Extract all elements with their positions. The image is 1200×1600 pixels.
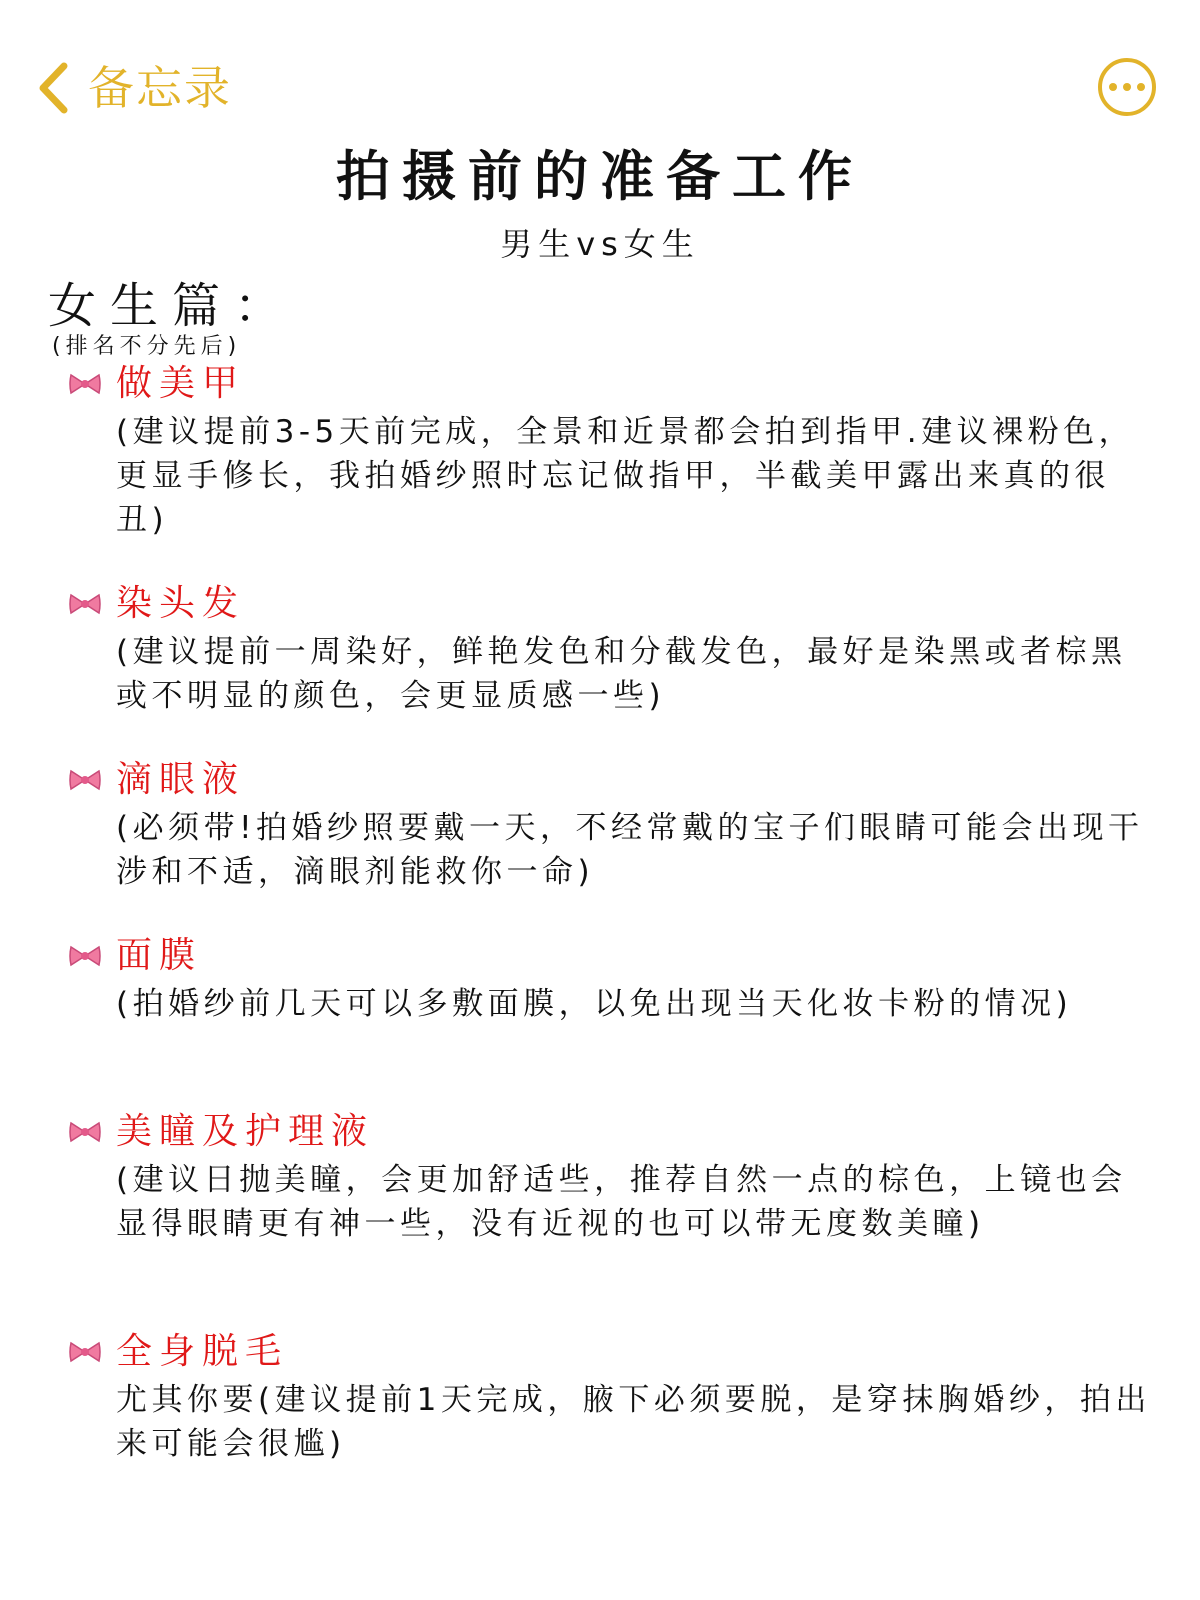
- list-item: [68, 930, 1148, 1026]
- item-description: (建议提前一周染好，鲜艳发色和分截发色，最好是染黑或者棕黑或不明显的颜色，会更显质感一些): [116, 634, 1127, 714]
- note-subtitle: 男生vs女生: [500, 225, 700, 263]
- section-note: (排名不分先后): [52, 334, 242, 359]
- item-title: 做美甲: [116, 363, 246, 404]
- list-item: [68, 358, 1148, 542]
- item-title: 全身脱毛: [116, 1331, 289, 1372]
- list-item: [68, 1106, 1148, 1246]
- item-description: (建议日抛美瞳，会更加舒适些，推荐自然一点的棕色，上镜也会显得眼睛更有神一些，没有近视的也可以带无度数美瞳): [116, 1162, 1127, 1242]
- note-title: 拍摄前的准备工作: [336, 145, 864, 208]
- item-title: 面膜: [116, 935, 203, 976]
- ribbon-bow-icon: [68, 1120, 102, 1144]
- ribbon-bow-icon: [68, 372, 102, 396]
- item-description: (必须带!拍婚纱照要戴一天，不经常戴的宝子们眼睛可能会出现干涉和不适，滴眼剂能救你一命): [116, 810, 1144, 890]
- item-title: 滴眼液: [116, 759, 246, 800]
- list-item: [68, 1326, 1151, 1466]
- ribbon-bow-icon: [68, 592, 102, 616]
- ribbon-bow-icon: [68, 768, 102, 792]
- list-item: [68, 754, 1148, 894]
- ribbon-bow-icon: [68, 944, 102, 968]
- item-description: (拍婚纱前几天可以多敷面膜，以免出现当天化妆卡粉的情况): [116, 986, 1073, 1022]
- item-description: (建议提前3-5天前完成，全景和近景都会拍到指甲.建议裸粉色，更显手修长，我拍婚纱照时忘记做指甲，半截美甲露出来真的很丑): [116, 414, 1135, 538]
- list-item: [68, 578, 1148, 718]
- item-title: 染头发: [116, 583, 246, 624]
- section-heading: 女生篇：: [48, 278, 297, 334]
- item-title: 美瞳及护理液: [116, 1111, 375, 1152]
- back-button-label: 备忘录: [88, 61, 232, 115]
- item-description: 尤其你要(建议提前1天完成，腋下必须要脱，是穿抹胸婚纱，拍出来可能会很尴): [116, 1382, 1151, 1462]
- ribbon-bow-icon: [68, 1340, 102, 1364]
